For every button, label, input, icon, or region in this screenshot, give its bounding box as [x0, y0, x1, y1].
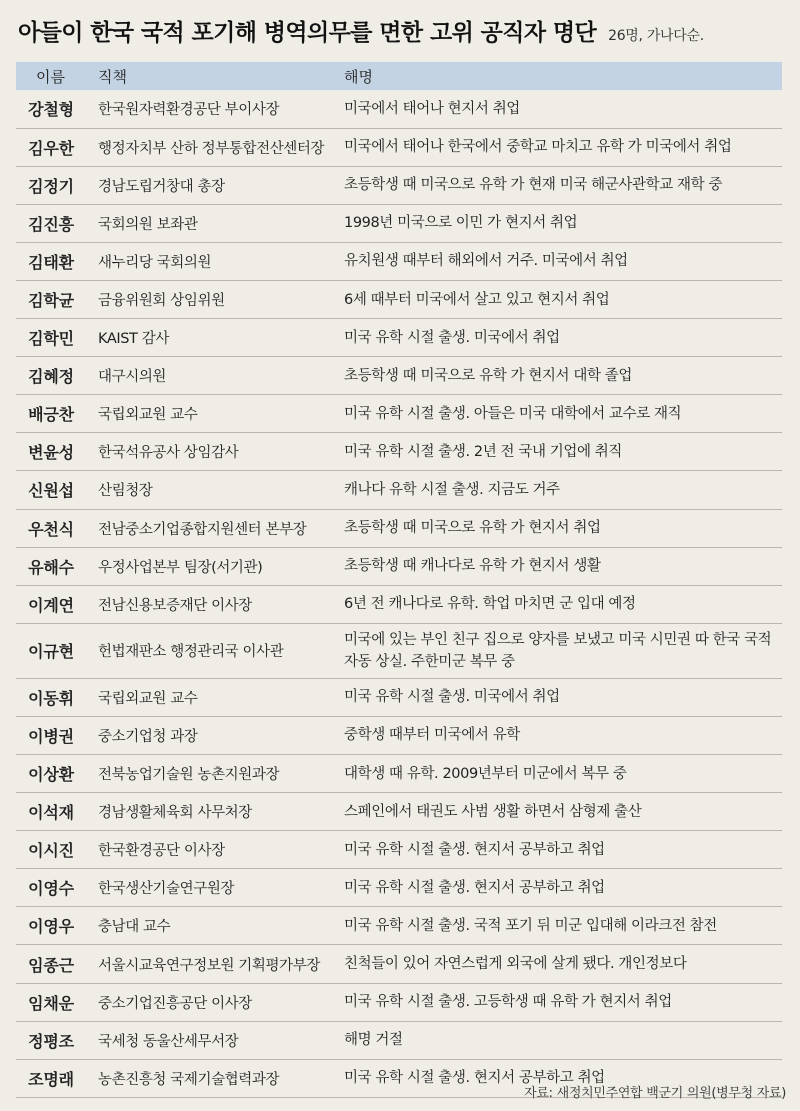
row-position: 한국원자력환경공단 부이사장: [98, 102, 280, 119]
row-name: 강철형: [28, 100, 74, 120]
row-reason: 초등학생 때 미국으로 유학 가 현지서 대학 졸업: [344, 367, 632, 384]
row-name: 김우한: [28, 138, 74, 158]
row-name: 김진흥: [28, 214, 74, 234]
title-bar: [18, 14, 790, 54]
row-reason: 스페인에서 태권도 사범 생활 하면서 삼형제 출산: [344, 803, 642, 820]
table-row: [16, 678, 782, 716]
officials-table: [16, 62, 782, 1098]
row-reason: 미국 유학 시절 출생. 고등학생 때 유학 가 현지서 취업: [344, 994, 672, 1011]
row-name: 임채운: [28, 993, 74, 1013]
row-position: KAIST 감사: [98, 331, 169, 348]
row-name: 조명래: [28, 1069, 74, 1089]
row-name: 유해수: [28, 557, 74, 577]
row-reason: 해명 거절: [344, 1032, 403, 1049]
table-row: [16, 395, 782, 433]
table-row: [16, 623, 782, 678]
table-row: [16, 1021, 782, 1059]
row-reason: 미국에서 태어나 현지서 취업: [344, 100, 520, 117]
row-reason: 미국 유학 시절 출생. 현지서 공부하고 취업: [344, 879, 605, 896]
row-position: 전남신용보증재단 이사장: [98, 597, 252, 614]
table-header: [16, 62, 782, 90]
row-reason: 캐나다 유학 시절 출생. 지금도 거주: [344, 481, 560, 498]
table-row: [16, 869, 782, 907]
row-position: 농촌진흥청 국제기술협력과장: [98, 1071, 280, 1088]
table-row: [16, 166, 782, 204]
row-reason: 미국에서 태어나 한국에서 중학교 마치고 유학 가 미국에서 취업: [344, 139, 732, 156]
row-name: 이상환: [28, 765, 74, 785]
table-row: [16, 983, 782, 1021]
row-reason: 초등학생 때 미국으로 유학 가 현재 미국 해군사관학교 재학 중: [344, 177, 723, 194]
row-name: 이규현: [28, 642, 74, 662]
row-name: 이동휘: [28, 688, 74, 708]
row-position: 경남도립거창대 총장: [98, 178, 225, 195]
row-position: 국세청 동울산세무서장: [98, 1033, 239, 1050]
table-row: [16, 319, 782, 357]
row-name: 이계연: [28, 595, 74, 615]
table-row: [16, 204, 782, 242]
table-row: [16, 945, 782, 983]
table-row: [16, 357, 782, 395]
row-position: 중소기업청 과장: [98, 728, 198, 745]
row-reason: 1998년 미국으로 이민 가 현지서 취업: [344, 215, 578, 232]
table-row: [16, 716, 782, 754]
row-position: 행정자치부 산하 정부통합전산센터장: [98, 140, 325, 157]
row-position: 금융위원회 상임위원: [98, 293, 225, 310]
row-position: 전북농업기술원 농촌지원과장: [98, 767, 280, 784]
row-position: 새누리당 국회의원: [98, 254, 212, 271]
table-row: [16, 280, 782, 318]
row-reason: 6년 전 캐나다로 유학. 학업 마치면 군 입대 예정: [344, 596, 636, 613]
row-reason: 중학생 때부터 미국에서 유학: [344, 727, 520, 744]
row-name: 우천식: [28, 519, 74, 539]
header-reason: 해명: [344, 67, 373, 86]
row-position: 우정사업본부 팀장(서기관): [98, 559, 263, 576]
table-row: [16, 585, 782, 623]
row-reason: 초등학생 때 미국으로 유학 가 현지서 취업: [344, 520, 601, 537]
row-reason: 초등학생 때 캐나다로 유학 가 현지서 생활: [344, 558, 601, 575]
row-reason: 미국 유학 시절 출생. 국적 포기 뒤 미군 입대해 이라크전 참전: [344, 917, 717, 934]
row-position: 전남중소기업종합지원센터 본부장: [98, 521, 307, 538]
row-name: 김학민: [28, 329, 74, 349]
row-position: 헌법재판소 행정관리국 이사관: [98, 644, 284, 661]
row-name: 이영수: [28, 879, 74, 899]
table-row: [16, 242, 782, 280]
header-position: 직책: [98, 67, 127, 86]
table-row: [16, 471, 782, 509]
row-reason: 미국 유학 시절 출생. 현지서 공부하고 취업: [344, 1070, 605, 1087]
row-reason: 미국 유학 시절 출생. 아들은 미국 대학에서 교수로 재직: [344, 405, 682, 422]
table-row: [16, 509, 782, 547]
row-position: 국립외교원 교수: [98, 690, 198, 707]
row-position: 국회의원 보좌관: [98, 216, 198, 233]
table-row: [16, 755, 782, 793]
table-row: [16, 793, 782, 831]
row-position: 서울시교육연구정보원 기획평가부장: [98, 957, 320, 974]
row-position: 경남생활체육회 사무처장: [98, 805, 252, 822]
source-note: 자료: 새정치민주연합 백군기 의원(병무청 자료): [524, 1086, 786, 1101]
row-position: 한국석유공사 상임감사: [98, 445, 239, 462]
page-title: 아들이 한국 국적 포기해 병역의무를 면한 고위 공직자 명단: [18, 20, 597, 46]
row-name: 정평조: [28, 1031, 74, 1051]
row-name: 배긍찬: [28, 405, 74, 425]
table-row: [16, 547, 782, 585]
row-reason: 대학생 때 유학. 2009년부터 미군에서 복무 중: [344, 765, 627, 782]
row-reason: 미국에 있는 부인 친구 집으로 양자를 보냈고 미국 시민권 따 한국 국적 자동 상실. 주한미군 복무 중: [344, 631, 772, 670]
row-reason: 미국 유학 시절 출생. 2년 전 국내 기업에 취직: [344, 443, 623, 460]
row-name: 신원섭: [28, 481, 74, 501]
row-name: 이병권: [28, 726, 74, 746]
row-name: 김학균: [28, 291, 74, 311]
row-name: 김정기: [28, 176, 74, 196]
row-name: 이석재: [28, 803, 74, 823]
row-name: 김태환: [28, 252, 74, 272]
row-position: 충남대 교수: [98, 919, 171, 936]
row-name: 이시진: [28, 841, 74, 861]
row-name: 임종근: [28, 955, 74, 975]
header-row: [16, 62, 782, 90]
table-row: [16, 128, 782, 166]
row-position: 대구시의원: [98, 369, 167, 386]
table-body: [16, 90, 782, 1097]
row-name: 이영우: [28, 917, 74, 937]
header-name: 이름: [36, 67, 65, 86]
table-row: [16, 90, 782, 128]
row-reason: 유치원생 때부터 해외에서 거주. 미국에서 취업: [344, 253, 628, 270]
row-reason: 6세 때부터 미국에서 살고 있고 현지서 취업: [344, 291, 610, 308]
row-position: 국립외교원 교수: [98, 407, 198, 424]
row-name: 변윤성: [28, 443, 74, 463]
row-reason: 미국 유학 시절 출생. 미국에서 취업: [344, 329, 560, 346]
row-position: 한국생산기술연구원장: [98, 881, 235, 898]
row-reason: 미국 유학 시절 출생. 미국에서 취업: [344, 689, 560, 706]
row-name: 김혜정: [28, 367, 74, 387]
table-row: [16, 831, 782, 869]
table-row: [16, 907, 782, 945]
row-position: 중소기업진흥공단 이사장: [98, 995, 252, 1012]
row-reason: 미국 유학 시절 출생. 현지서 공부하고 취업: [344, 841, 605, 858]
row-position: 산림청장: [98, 483, 153, 500]
row-position: 한국환경공단 이사장: [98, 843, 225, 860]
row-reason: 친척들이 있어 자연스럽게 외국에 살게 됐다. 개인정보다: [344, 956, 687, 973]
page-subtitle: 26명, 가나다순.: [608, 28, 704, 44]
table-row: [16, 433, 782, 471]
